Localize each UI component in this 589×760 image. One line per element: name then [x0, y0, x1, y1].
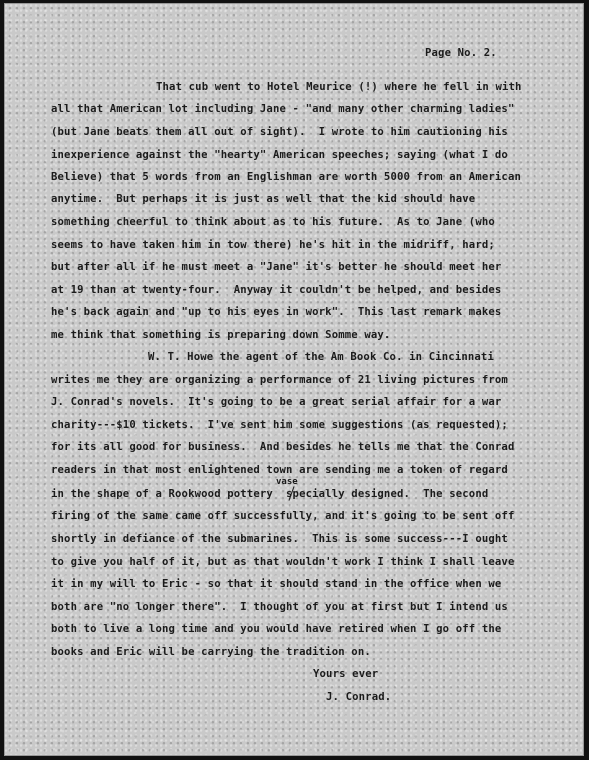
handwritten-insertion: vase: [276, 477, 298, 487]
body-line: it in my will to Eric - so that it should stand in the office when we: [51, 578, 502, 590]
body-line: to give you half of it, but as that wouldn't work I think I shall leave: [51, 556, 515, 568]
body-line: me think that something is preparing down Somme way.: [51, 329, 391, 341]
body-line: W. T. Howe the agent of the Am Book Co. in Cincinnati: [148, 351, 494, 363]
body-line: but after all if he must meet a "Jane" it's better he should meet her: [51, 261, 502, 273]
body-line: J. Conrad's novels. It's going to be a great serial affair for a war: [51, 396, 502, 408]
page-number: Page No. 2.: [425, 47, 497, 59]
body-line: in the shape of a Rookwood pottery specially designed. The second: [51, 488, 489, 500]
body-line: shortly in defiance of the submarines. This is some success---I ought: [51, 533, 508, 545]
body-line: (but Jane beats them all out of sight). I wrote to him cautioning his: [51, 126, 508, 138]
body-line: both are "no longer there". I thought of you at first but I intend us: [51, 601, 508, 613]
body-line: Believe) that 5 words from an Englishman are worth 5000 from an American: [51, 171, 522, 183]
body-line: writes me they are organizing a performance of 21 living pictures from: [51, 374, 508, 386]
body-line: he's back again and "up to his eyes in work". This last remark makes: [51, 306, 502, 318]
letter-page: [4, 3, 584, 756]
body-line: readers in that most enlightened town are sending me a token of regard: [51, 464, 508, 476]
body-line: at 19 than at twenty-four. Anyway it couldn't be helped, and besides: [51, 284, 502, 296]
body-line: seems to have taken him in tow there) he's hit in the midriff, hard;: [51, 239, 495, 251]
body-line: That cub went to Hotel Meurice (!) where he fell in with: [156, 81, 522, 93]
signature: J. Conrad.: [326, 691, 392, 703]
body-line: for its all good for business. And besides he tells me that the Conrad: [51, 441, 515, 453]
valediction: Yours ever: [313, 668, 379, 680]
body-line: books and Eric will be carrying the tradition on.: [51, 646, 371, 658]
body-line: all that American lot including Jane - "and many other charming ladies": [51, 103, 515, 115]
body-line: anytime. But perhaps it is just as well that the kid should have: [51, 193, 476, 205]
body-line: something cheerful to think about as to his future. As to Jane (who: [51, 216, 495, 228]
body-line: charity---$10 tickets. I've sent him some suggestions (as requested);: [51, 419, 508, 431]
body-line: firing of the same came off successfully, and it's going to be sent off: [51, 510, 515, 522]
body-line: inexperience against the "hearty" American speeches; saying (what I do: [51, 149, 508, 161]
body-line: both to live a long time and you would have retired when I go off the: [51, 623, 502, 635]
